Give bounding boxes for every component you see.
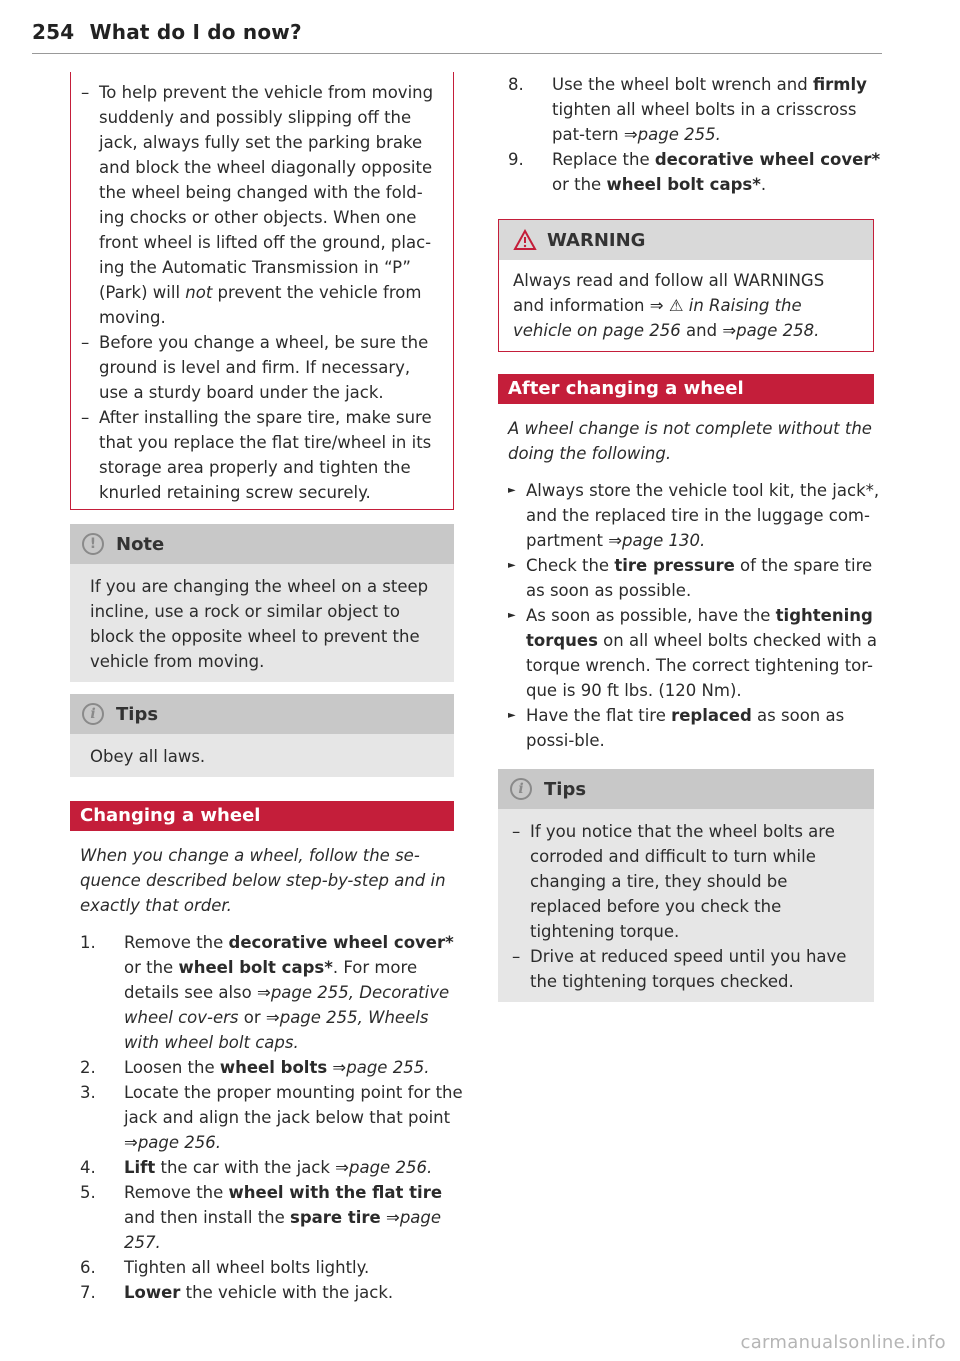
- bullet-list: [508, 478, 883, 753]
- list-item: ► As soon as possible, have the tightening torques on all wheel bolts checked with a torque wrench. The correct tightening tor-que is 90 ft lbs. (120 Nm).: [508, 603, 883, 703]
- list-item: – Drive at reduced speed until you have the tightening torques checked.: [512, 944, 860, 994]
- section-heading-changing-wheel: Changing a wheel: [70, 801, 454, 831]
- warning-title: WARNING: [547, 229, 646, 251]
- list-item: 3. Locate the proper mounting point for the jack and align the jack below that point ⇒page 256.: [80, 1083, 463, 1152]
- list-item: ► Check the tire pressure of the spare tire as soon as possible.: [508, 553, 883, 603]
- tips-box: [70, 694, 454, 777]
- list-item: – After installing the spare tire, make sure that you replace the flat tire/wheel in its storage area properly and tighten the knurled retaining screw securely.: [81, 405, 435, 505]
- page-link[interactable]: ⇒page 258.: [722, 321, 820, 340]
- section-intro: A wheel change is not complete without the doing the following.: [508, 419, 872, 463]
- page-link[interactable]: ⇒page 255, Wheels with wheel bolt caps.: [124, 1008, 429, 1052]
- page-number: 254: [32, 20, 75, 44]
- page-header: [32, 20, 882, 44]
- note-title: Note: [116, 533, 165, 555]
- watermark: carmanualsonline.info: [740, 1332, 946, 1353]
- tips-body: Obey all laws.: [90, 747, 206, 766]
- list-item: ► Have the flat tire replaced as soon as possi-ble.: [508, 703, 883, 753]
- list-item: 4. Lift the car with the jack ⇒page 256.: [80, 1158, 433, 1177]
- note-box: [70, 524, 454, 682]
- list-item: – Before you change a wheel, be sure the ground is level and firm. If necessary, use a sturdy board under the jack.: [81, 330, 435, 405]
- header-divider: [32, 53, 882, 54]
- list-item: 8. Use the wheel bolt wrench and firmly tighten all wheel bolts in a crisscross pat-tern ⇒page 255.: [508, 75, 867, 144]
- page-link[interactable]: ⇒page 257.: [124, 1208, 442, 1252]
- tips-box: [498, 769, 874, 1002]
- page-title: What do I do now?: [89, 20, 302, 44]
- info-circle-icon: i: [82, 703, 104, 725]
- page-link[interactable]: ⇒ ⚠ in Raising the vehicle on page 256: [513, 296, 802, 340]
- list-item: – If you notice that the wheel bolts are corroded and difficult to turn while changing a tire, they should be replaced before you check the tightening torque.: [512, 819, 860, 944]
- info-circle-icon: i: [510, 778, 532, 800]
- list-item: – To help prevent the vehicle from moving suddenly and possibly slipping off the jack, always fully set the parking brake and block the wheel diagonally opposite the wheel being changed with the fold-ing chocks or other objects. When one front wheel is lifted off the ground, plac-ing the Automatic Transmission in “P” (Park) will not prevent the vehicle from moving.: [81, 80, 435, 330]
- list-item: ► Always store the vehicle tool kit, the jack*, and the replaced tire in the luggage com-partment ⇒page 130.: [508, 478, 883, 553]
- page-link[interactable]: ⇒page 255.: [332, 1058, 430, 1077]
- left-column: [80, 72, 466, 1305]
- steps-list: [80, 930, 466, 1305]
- warning-body: Always read and follow all WARNINGS and information ⇒ ⚠ in Raising the vehicle on page 256 and ⇒page 258.: [513, 271, 825, 340]
- page-link[interactable]: ⇒page 130.: [608, 531, 706, 550]
- list-item: 1. Remove the decorative wheel cover* or the wheel bolt caps*. For more details see also ⇒page 255, Decorative wheel cov-ers or ⇒page 255, Wheels with wheel bolt caps.: [80, 933, 454, 1052]
- page-link[interactable]: ⇒page 255, Decorative wheel cov-ers: [124, 983, 450, 1027]
- note-body: If you are changing the wheel on a steep incline, use a rock or similar object to block the opposite wheel to prevent the vehicle from moving.: [90, 577, 429, 671]
- section-intro: When you change a wheel, follow the se-quence described below step-by-step and in exactly that order.: [80, 846, 446, 915]
- steps-list-continued: [508, 72, 883, 197]
- list-item: 6. Tighten all wheel bolts lightly.: [80, 1258, 370, 1277]
- list-item: 2. Loosen the wheel bolts ⇒page 255.: [80, 1058, 430, 1077]
- page-link[interactable]: ⇒page 256.: [124, 1133, 222, 1152]
- warning-box: [498, 219, 874, 352]
- page-link[interactable]: ⇒page 255.: [623, 125, 721, 144]
- tips-title: Tips: [544, 778, 587, 800]
- warning-continued-box: [70, 72, 454, 510]
- warning-triangle-icon: [513, 229, 537, 251]
- page-link[interactable]: ⇒page 256.: [335, 1158, 433, 1177]
- list-item: 9. Replace the decorative wheel cover* or the wheel bolt caps*.: [508, 150, 881, 194]
- right-column: [508, 72, 883, 1002]
- exclamation-circle-icon: !: [82, 533, 104, 555]
- tips-title: Tips: [116, 703, 159, 725]
- section-heading-after-changing: After changing a wheel: [498, 374, 874, 404]
- list-item: 7. Lower the vehicle with the jack.: [80, 1283, 394, 1302]
- list-item: 5. Remove the wheel with the flat tire and then install the spare tire ⇒page 257.: [80, 1183, 443, 1252]
